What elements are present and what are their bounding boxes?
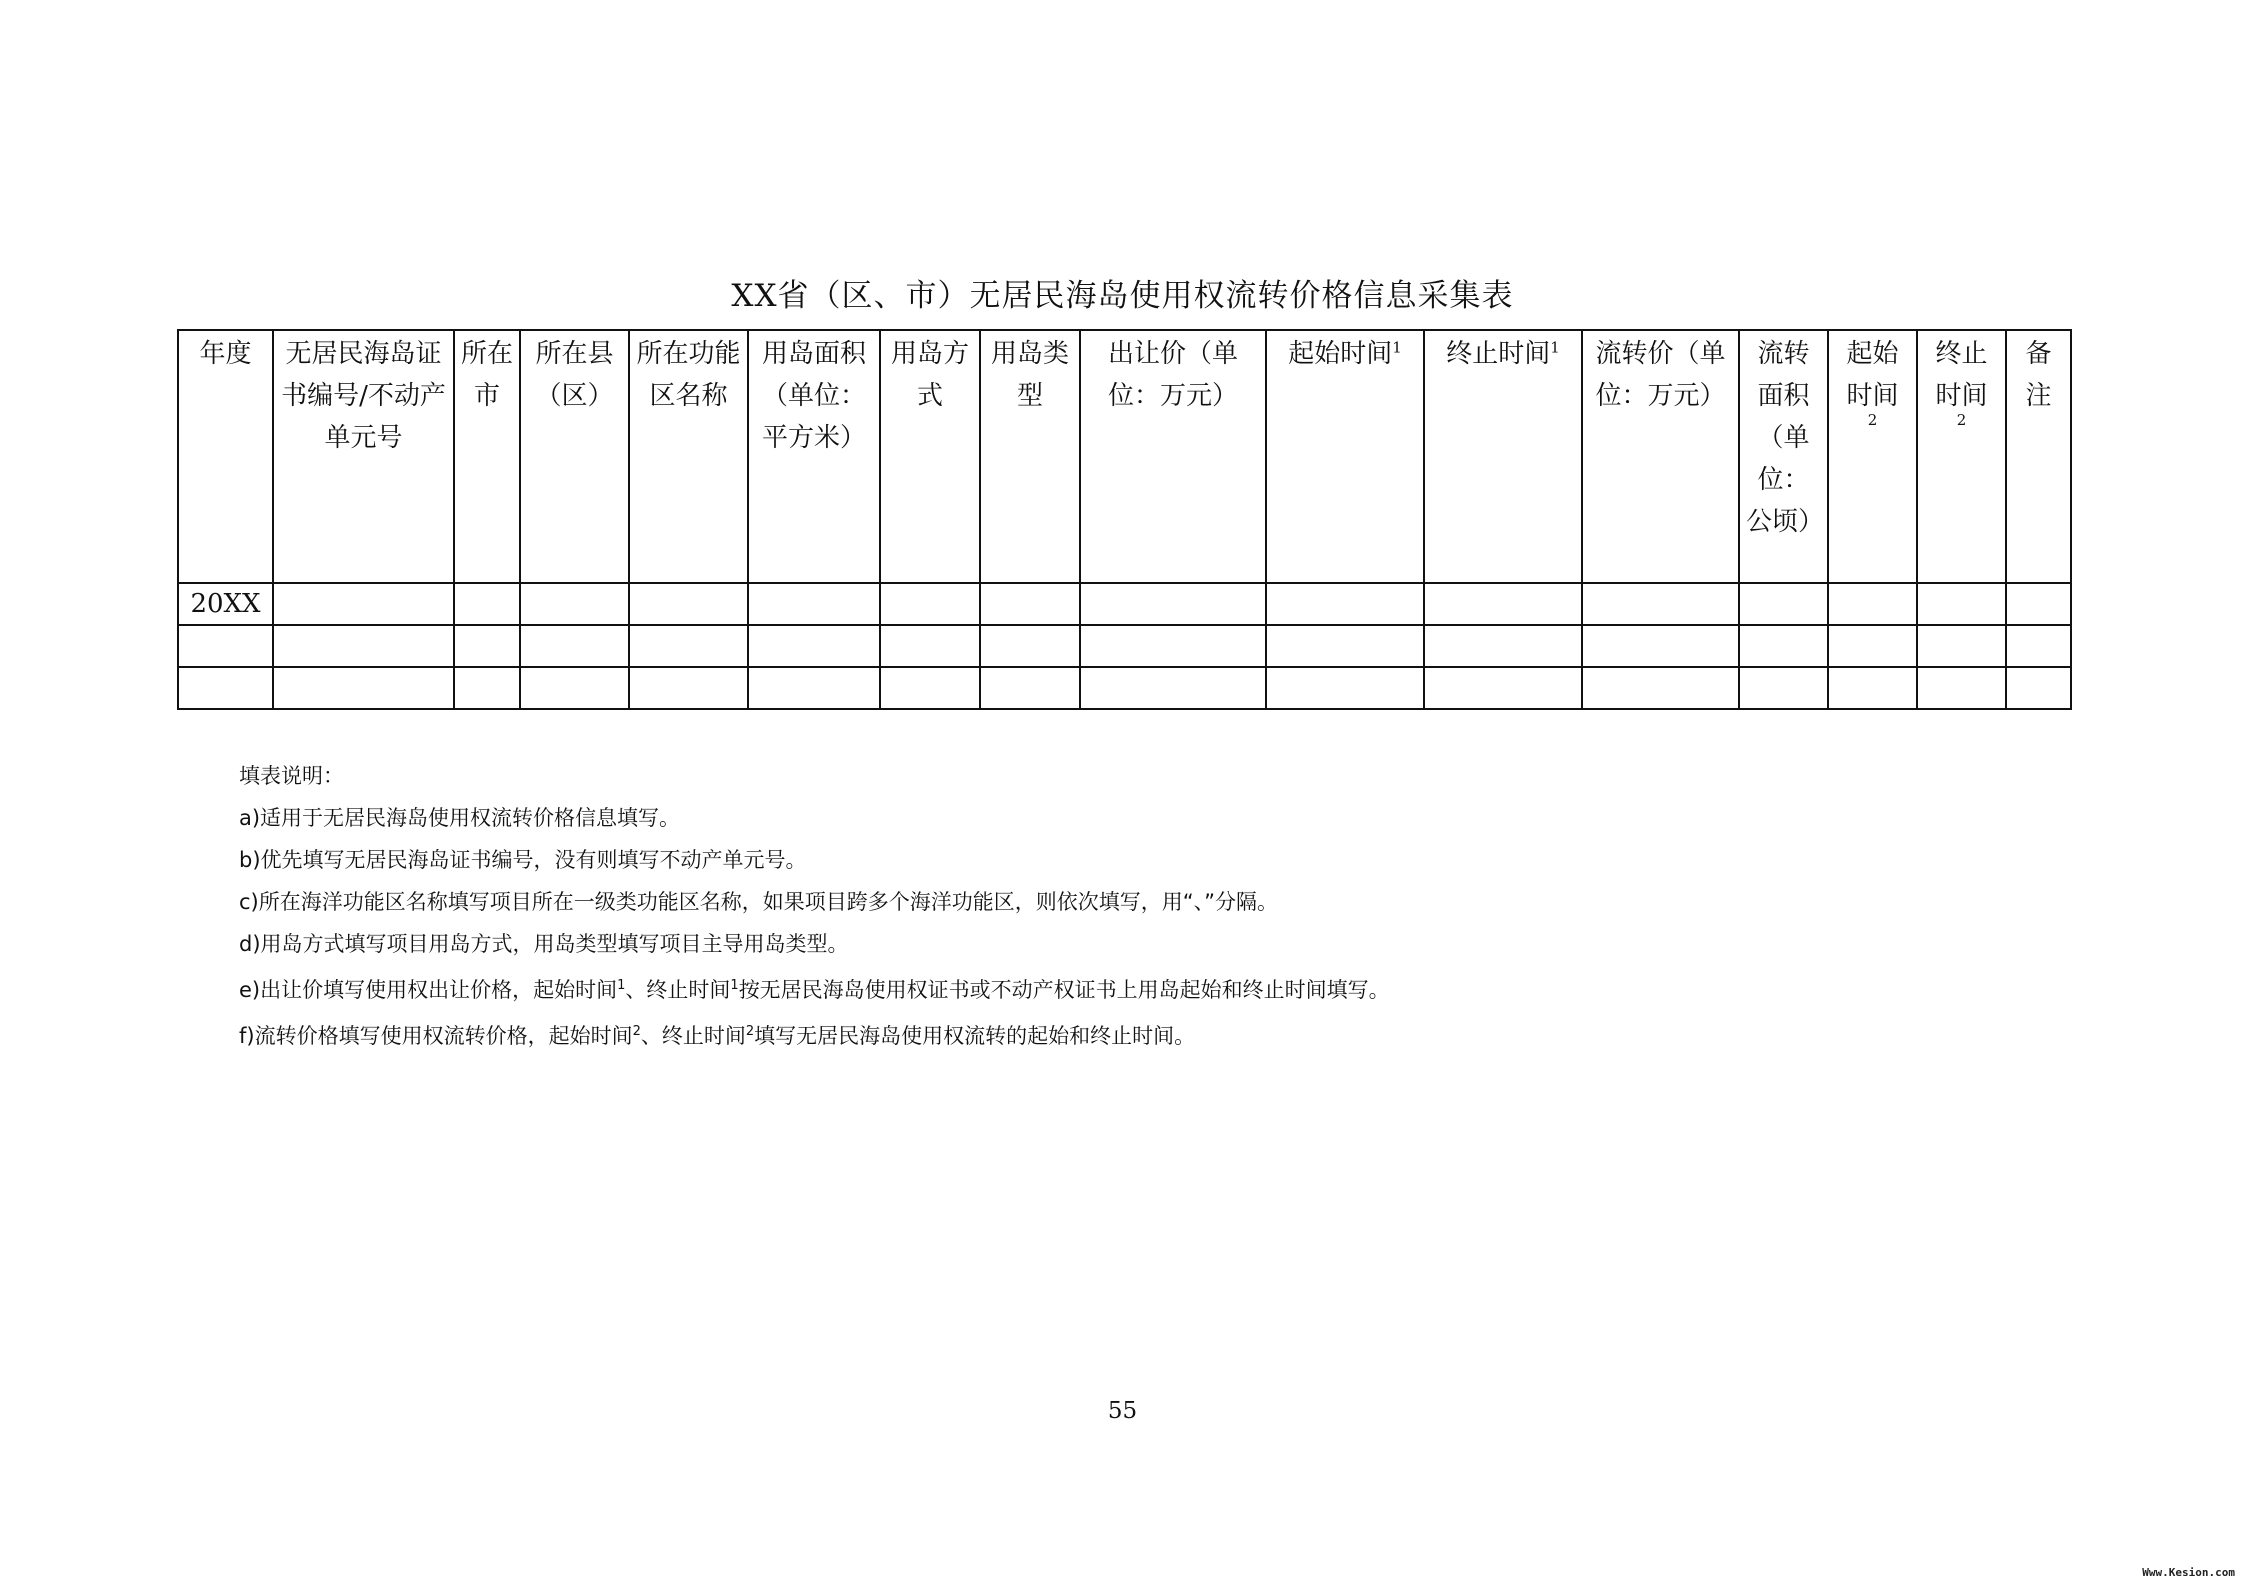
instructions-heading: 填表说明：: [239, 764, 344, 788]
table-cell[interactable]: [1582, 625, 1739, 667]
table-cell[interactable]: [1424, 625, 1582, 667]
table-cell[interactable]: [1266, 667, 1424, 709]
table-cell[interactable]: [2006, 583, 2071, 625]
fill-instructions: [239, 755, 2039, 1057]
table-cell[interactable]: [1828, 583, 1917, 625]
table-cell[interactable]: [1828, 625, 1917, 667]
table-cell[interactable]: [629, 583, 748, 625]
table-cell[interactable]: [1582, 583, 1739, 625]
page-number: 55: [1107, 1398, 1138, 1424]
col-circulation-area: 流转面积（单位：公顷）: [1739, 330, 1828, 583]
table-cell[interactable]: [1080, 583, 1266, 625]
table-cell[interactable]: [1266, 625, 1424, 667]
col-cert-no: 无居民海岛证书编号/不动产单元号: [273, 330, 454, 583]
table-cell[interactable]: [629, 625, 748, 667]
table-cell[interactable]: [980, 667, 1080, 709]
table-cell[interactable]: [454, 625, 520, 667]
instruction-b: b)优先填写无居民海岛证书编号，没有则填写不动产单元号。: [239, 848, 807, 872]
table-cell[interactable]: [520, 667, 629, 709]
table-cell[interactable]: [1739, 625, 1828, 667]
instruction-a: a)适用于无居民海岛使用权流转价格信息填写。: [239, 806, 681, 830]
table-cell[interactable]: [1739, 583, 1828, 625]
table-cell[interactable]: [273, 583, 454, 625]
col-island-area: 用岛面积（单位：平方米）: [748, 330, 880, 583]
table-cell[interactable]: [1739, 667, 1828, 709]
table-cell[interactable]: [1917, 625, 2006, 667]
instruction-f: f)流转价格填写使用权流转价格，起始时间$^2$、终止时间$^2$填写无居民海岛使用权流转的起始和终止时间。: [239, 1024, 1196, 1048]
col-start-time-2: 起始时间 2: [1828, 330, 1917, 583]
col-transfer-price: 出让价（单位：万元）: [1080, 330, 1266, 583]
table-cell[interactable]: [880, 583, 980, 625]
table-cell[interactable]: 20XX: [178, 583, 273, 625]
table-cell[interactable]: [178, 625, 273, 667]
col-city: 所在市: [454, 330, 520, 583]
col-end-time-2: 终止时间 2: [1917, 330, 2006, 583]
col-zone-name: 所在功能区名称: [629, 330, 748, 583]
table-cell[interactable]: [629, 667, 748, 709]
table-cell[interactable]: [520, 583, 629, 625]
col-use-type: 用岛类型: [980, 330, 1080, 583]
col-use-mode: 用岛方式: [880, 330, 980, 583]
table-cell[interactable]: [520, 625, 629, 667]
table-cell[interactable]: [1917, 667, 2006, 709]
table-cell[interactable]: [454, 667, 520, 709]
price-info-table: [177, 329, 2072, 710]
table-cell[interactable]: [273, 625, 454, 667]
col-remarks: 备注: [2006, 330, 2071, 583]
table-cell[interactable]: [1582, 667, 1739, 709]
col-year: 年度: [178, 330, 273, 583]
table-cell[interactable]: [1917, 583, 2006, 625]
instruction-c: c)所在海洋功能区名称填写项目所在一级类功能区名称，如果项目跨多个海洋功能区，则依次填写，用“、”分隔。: [239, 890, 1278, 914]
col-county: 所在县（区）: [520, 330, 629, 583]
instruction-e: e)出让价填写使用权出让价格，起始时间$^1$、终止时间$^1$按无居民海岛使用权证书或不动产权证书上用岛起始和终止时间填写。: [239, 978, 1390, 1002]
instruction-d: d)用岛方式填写项目用岛方式，用岛类型填写项目主导用岛类型。: [239, 932, 849, 956]
form-title: XX省（区、市）无居民海岛使用权流转价格信息采集表: [731, 278, 1514, 314]
table-cell[interactable]: [1424, 583, 1582, 625]
col-end-time-1: 终止时间$^1$: [1424, 330, 1582, 583]
table-cell[interactable]: [980, 625, 1080, 667]
table-cell[interactable]: [1266, 583, 1424, 625]
table-cell[interactable]: [1424, 667, 1582, 709]
table-cell[interactable]: [1080, 667, 1266, 709]
table-cell[interactable]: [1828, 667, 1917, 709]
table-cell[interactable]: [454, 583, 520, 625]
table-cell[interactable]: [748, 625, 880, 667]
table-cell[interactable]: [178, 667, 273, 709]
table-row: [178, 583, 2071, 625]
table-row: [178, 625, 2071, 667]
watermark: Www.Kesion.com: [2142, 1566, 2235, 1579]
table-cell[interactable]: [1080, 625, 1266, 667]
table-row: [178, 667, 2071, 709]
col-start-time-1: 起始时间$^1$: [1266, 330, 1424, 583]
table-cell[interactable]: [2006, 667, 2071, 709]
header-row: [178, 330, 2071, 583]
table-cell[interactable]: [880, 667, 980, 709]
table-cell[interactable]: [2006, 625, 2071, 667]
table-cell[interactable]: [273, 667, 454, 709]
table-cell[interactable]: [748, 583, 880, 625]
col-circulation-price: 流转价（单位：万元）: [1582, 330, 1739, 583]
table-cell[interactable]: [748, 667, 880, 709]
table-cell[interactable]: [980, 583, 1080, 625]
table-cell[interactable]: [880, 625, 980, 667]
